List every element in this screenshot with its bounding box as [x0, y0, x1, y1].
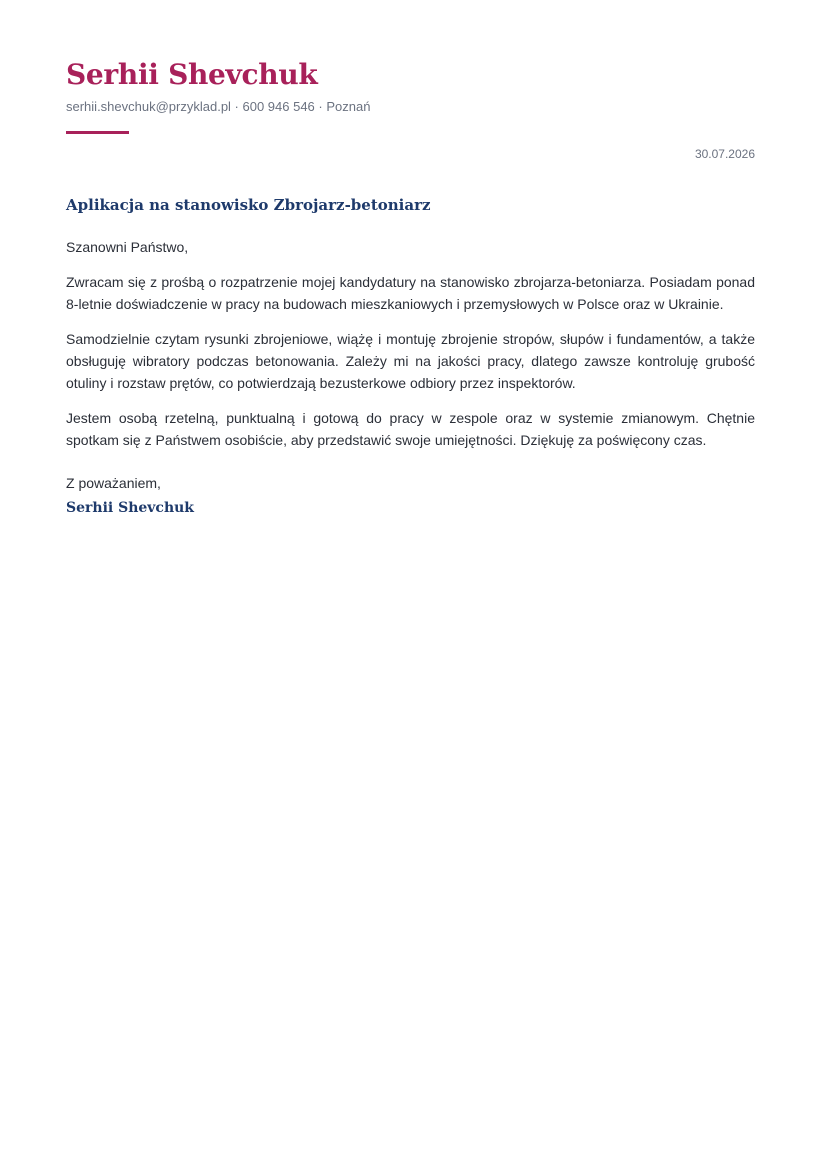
accent-divider	[66, 131, 129, 134]
letter-date: 30.07.2026	[694, 147, 755, 161]
applicant-name: Serhii Shevchuk	[66, 58, 318, 91]
paragraph-closing: Jestem osobą rzetelną, punktualną i gotową do pracy w zespole oraz w systemie zmianowym. Chętnie spotkam się z Państwem osobiście, aby przedstawić swoje umiejętności. Dziękuję za poświęcony czas.	[66, 410, 755, 448]
paragraph-intro: Zwracam się z prośbą o rozpatrzenie mojej kandydatury na stanowisko zbrojarza-betoniarza. Posiadam ponad 8-letnie doświadczenie w pracy na budowach mieszkaniowych i przemysłowych w Polsce oraz w Ukrainie.	[66, 274, 755, 312]
letter-body	[66, 236, 755, 464]
signature-name: Serhii Shevchuk	[66, 500, 194, 516]
contact-info: serhii.shevchuk@przyklad.pl · 600 946 546 · Poznań	[66, 99, 371, 114]
paragraph-skills: Samodzielnie czytam rysunki zbrojeniowe, wiążę i montuję zbrojenie stropów, słupów i fundamentów, a także obsługuję wibratory podczas betonowania. Zależy mi na jakości pracy, dlatego zawsze kontroluję grubość otuliny i rozstaw prętów, co potwierdzają bezusterkowe odbiory przez inspektorów.	[66, 331, 755, 391]
letter-subject: Aplikacja na stanowisko Zbrojarz-betoniarz	[66, 196, 431, 214]
complimentary-close: Z poważaniem,	[66, 475, 161, 491]
salutation: Szanowni Państwo,	[66, 239, 189, 255]
